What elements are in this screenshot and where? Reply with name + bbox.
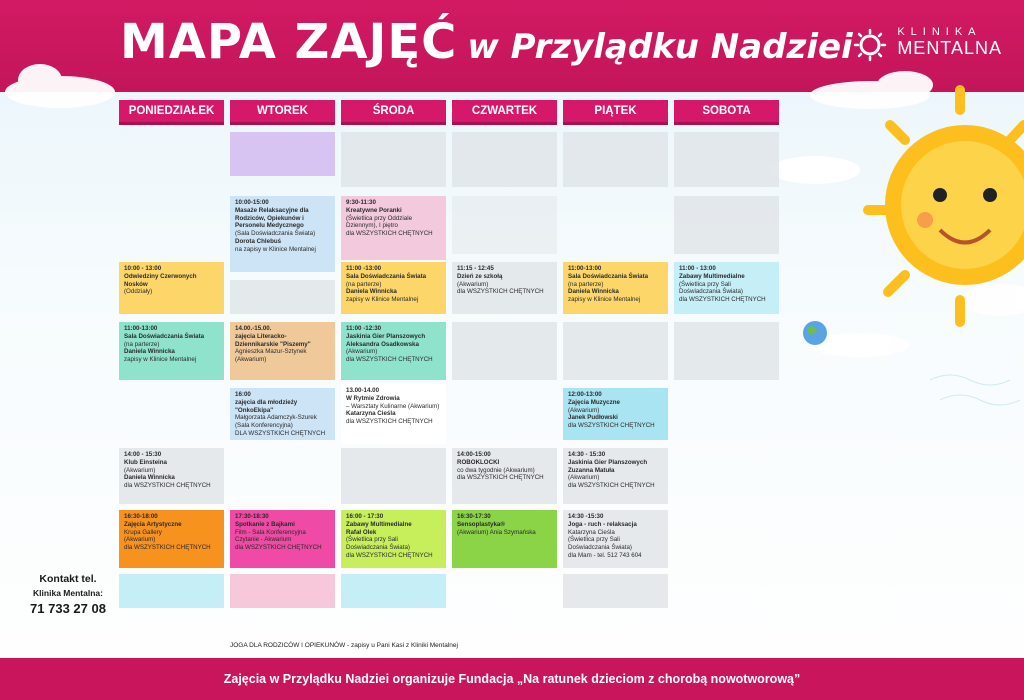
cell-thu-school: 11:15 - 12:45 Dzień ze szkołą (Akwarium) dla WSZYSTKICH CHĘTNYCH [452, 262, 557, 314]
earth-globe [803, 321, 827, 345]
cell-fri-board-games: 14:30 - 15:30 Jaskinia Gier Planszowych Zuzanna Matuła (Akwarium) dla WSZYSTKICH CHĘTNYCH [563, 448, 668, 504]
title-main: MAPA ZAJĘĆ [120, 14, 458, 70]
cell-mon-r4 [119, 388, 224, 440]
cell-wed-sensory-room: 11:00 -13:00 Sala Doświadczania Świata (na parterze) Daniela Winnicka zapisy w Klinice Mentalnej [341, 262, 446, 314]
cell-fri-music: 12:00-13:00 Zajęcia Muzyczne (Akwarium) Janek Pudłowski dla WSZYSTKICH CHĘTNYCH [563, 388, 668, 440]
day-header-saturday: SOBOTA [674, 100, 779, 125]
sun-illustration [868, 90, 1024, 322]
day-header-tuesday: WTOREK [230, 100, 335, 125]
cell-thu-r0 [452, 132, 557, 187]
cell-sat-r4 [674, 388, 779, 440]
cell-fri-r0 [563, 132, 668, 187]
cell-tue-r2 [230, 280, 335, 314]
schedule-grid [119, 100, 778, 612]
cell-mon-sensory-room: 11:00-13:00 Sala Doświadczania Świata (na parterze) Daniela Winnicka zapisy w Klinice Mentalnej [119, 322, 224, 380]
cell-fri-yoga: 14:30 -15:30 Joga - ruch - relaksacja Katarzyna Cieśla (Świetlica przy Sali Doświadczania Świata) dla Mam - tel. 512 743 604 [563, 510, 668, 568]
cell-wed-cooking: 13.00-14.00 W Rytmie Zdrowia – Warsztaty Kulinarne (Akwarium) Katarzyna Cieśla dla WSZYSTKICH CHĘTNYCH [341, 384, 446, 444]
cell-wed-creative: 9:30-11:30 Kreatywne Poranki (Świetlica przy Oddziale Dziennym), I piętro dla WSZYSTKICH CHĘTNYCH [341, 196, 446, 260]
cell-sat-multimedia: 11:00 - 13:00 Zabawy Multimedialne (Świetlica przy Sali Doświadczania Świata) dla WSZYSTKICH CHĘTNYCH [674, 262, 779, 314]
footer-bar [0, 658, 1024, 700]
cell-tue-journalism: 14.00.-15.00. zajęcia Literacko- Dziennikarskie "Piszemy" Agnieszka Mazur-Sztynek (Akwarium) [230, 322, 335, 380]
cell-wed-r7 [341, 574, 446, 608]
cell-thu-r1 [452, 196, 557, 254]
title-sub: w Przylądku Nadziei [467, 27, 853, 67]
cell-sat-r0 [674, 132, 779, 187]
contact-phone: 71 733 27 08 [30, 601, 106, 616]
cell-tue-r7 [230, 574, 335, 608]
day-header-thursday: CZWARTEK [452, 100, 557, 125]
cell-wed-board-games: 11:00 -12:30 Jaskinia Gier Planszowych Aleksandra Osadkowska (Akwarium) dla WSZYSTKICH CHĘTNYCH [341, 322, 446, 380]
cell-fri-sensory-room: 11:00-13:00 Sala Doświadczania Świata (na parterze) Daniela Winnicka zapisy w Klinice Mentalnej [563, 262, 668, 314]
footer-text: Zajęcia w Przylądku Nadziei organizuje Fundacja „Na ratunek dzieciom z chorobą nowotworową” [223, 672, 801, 686]
cell-wed-multimedia: 16:00 - 17:30 Zabawy Multimedialne Rafał Olek (Świetlica przy Sali Doświadczania Świata) dla WSZYSTKICH CHĘTNYCH [341, 510, 446, 568]
cell-mon-r0 [119, 132, 224, 185]
cell-sat-r3 [674, 322, 779, 380]
yoga-note: JOGA DLA RODZICÓW I OPIEKUNÓW - zapisy u Pani Kasi z Kliniki Mentalnej [230, 642, 458, 649]
cell-mon-red-noses: 10:00 - 13:00 Odwiedziny Czerwonych Nosków (Oddziały) [119, 262, 224, 314]
cell-tue-massage: 10:00-15:00 Masaże Relaksacyjne dla Rodziców, Opiekunów i Personelu Medycznego (Sala Doświadczania Świata) Dorota Chlebuś na zapisy w Klinice Mentalnej [230, 196, 335, 272]
day-header-monday: PONIEDZIAŁEK [119, 100, 224, 125]
cell-thu-roboklocki: 14:00-15:00 ROBOKLOCKI co dwa tygodnie (Akwarium) dla WSZYSTKICH CHĘTNYCH [452, 448, 557, 504]
contact-label: Kontakt tel. [39, 573, 97, 585]
cell-tue-onkoekipa: 16:00 zajęcia dla młodzieży "OnkoEkipa" Małgorzata Adamczyk-Szurek (Sala Konferencyjna) DLA WSZYSTKICH CHĘTNYCH [230, 388, 335, 440]
cell-thu-r3 [452, 322, 557, 380]
day-header-friday: PIĄTEK [563, 100, 668, 125]
cell-thu-sensoplastyka: 16:30-17:30 Sensoplastyka® (Akwarium) Ania Szymańska [452, 510, 557, 568]
brand-line-2: MENTALNA [897, 38, 1002, 58]
page-title [120, 14, 853, 84]
brand-line-1: KLINIKA [897, 26, 982, 38]
cell-mon-r7 [119, 574, 224, 608]
cell-mon-art: 16:30-18:00 Zajęcia Artystyczne Krupa Gallery (Akwarium) dla WSZYSTKICH CHĘTNYCH [119, 510, 224, 568]
brand-sun-icon [853, 28, 887, 62]
contact-org: Klinika Mentalna: [33, 588, 103, 598]
cell-sat-r1 [674, 196, 779, 254]
cell-tue-fairytales: 17:30-18:30 Spotkanie z Bajkami Film - Sala Konferencyjna Czytanie - Akwarium dla WSZYSTKICH CHĘTNYCH [230, 510, 335, 568]
cell-thu-r7 [452, 574, 557, 608]
cell-thu-r4 [452, 388, 557, 440]
cell-mon-einstein: 14:00 - 15:30 Klub Einsteina (Akwarium) Daniela Winnicka dla WSZYSTKICH CHĘTNYCH [119, 448, 224, 504]
brand-logo [897, 26, 1002, 59]
cell-wed-r0 [341, 132, 446, 187]
cell-fri-r1 [563, 196, 668, 254]
cell-tue-r5 [230, 448, 335, 504]
cell-tue-r0 [230, 132, 335, 176]
cell-wed-r5 [341, 448, 446, 504]
day-header-wednesday: ŚRODA [341, 100, 446, 125]
cell-fri-r3 [563, 322, 668, 380]
contact-info [20, 573, 116, 616]
cell-fri-r7 [563, 574, 668, 608]
